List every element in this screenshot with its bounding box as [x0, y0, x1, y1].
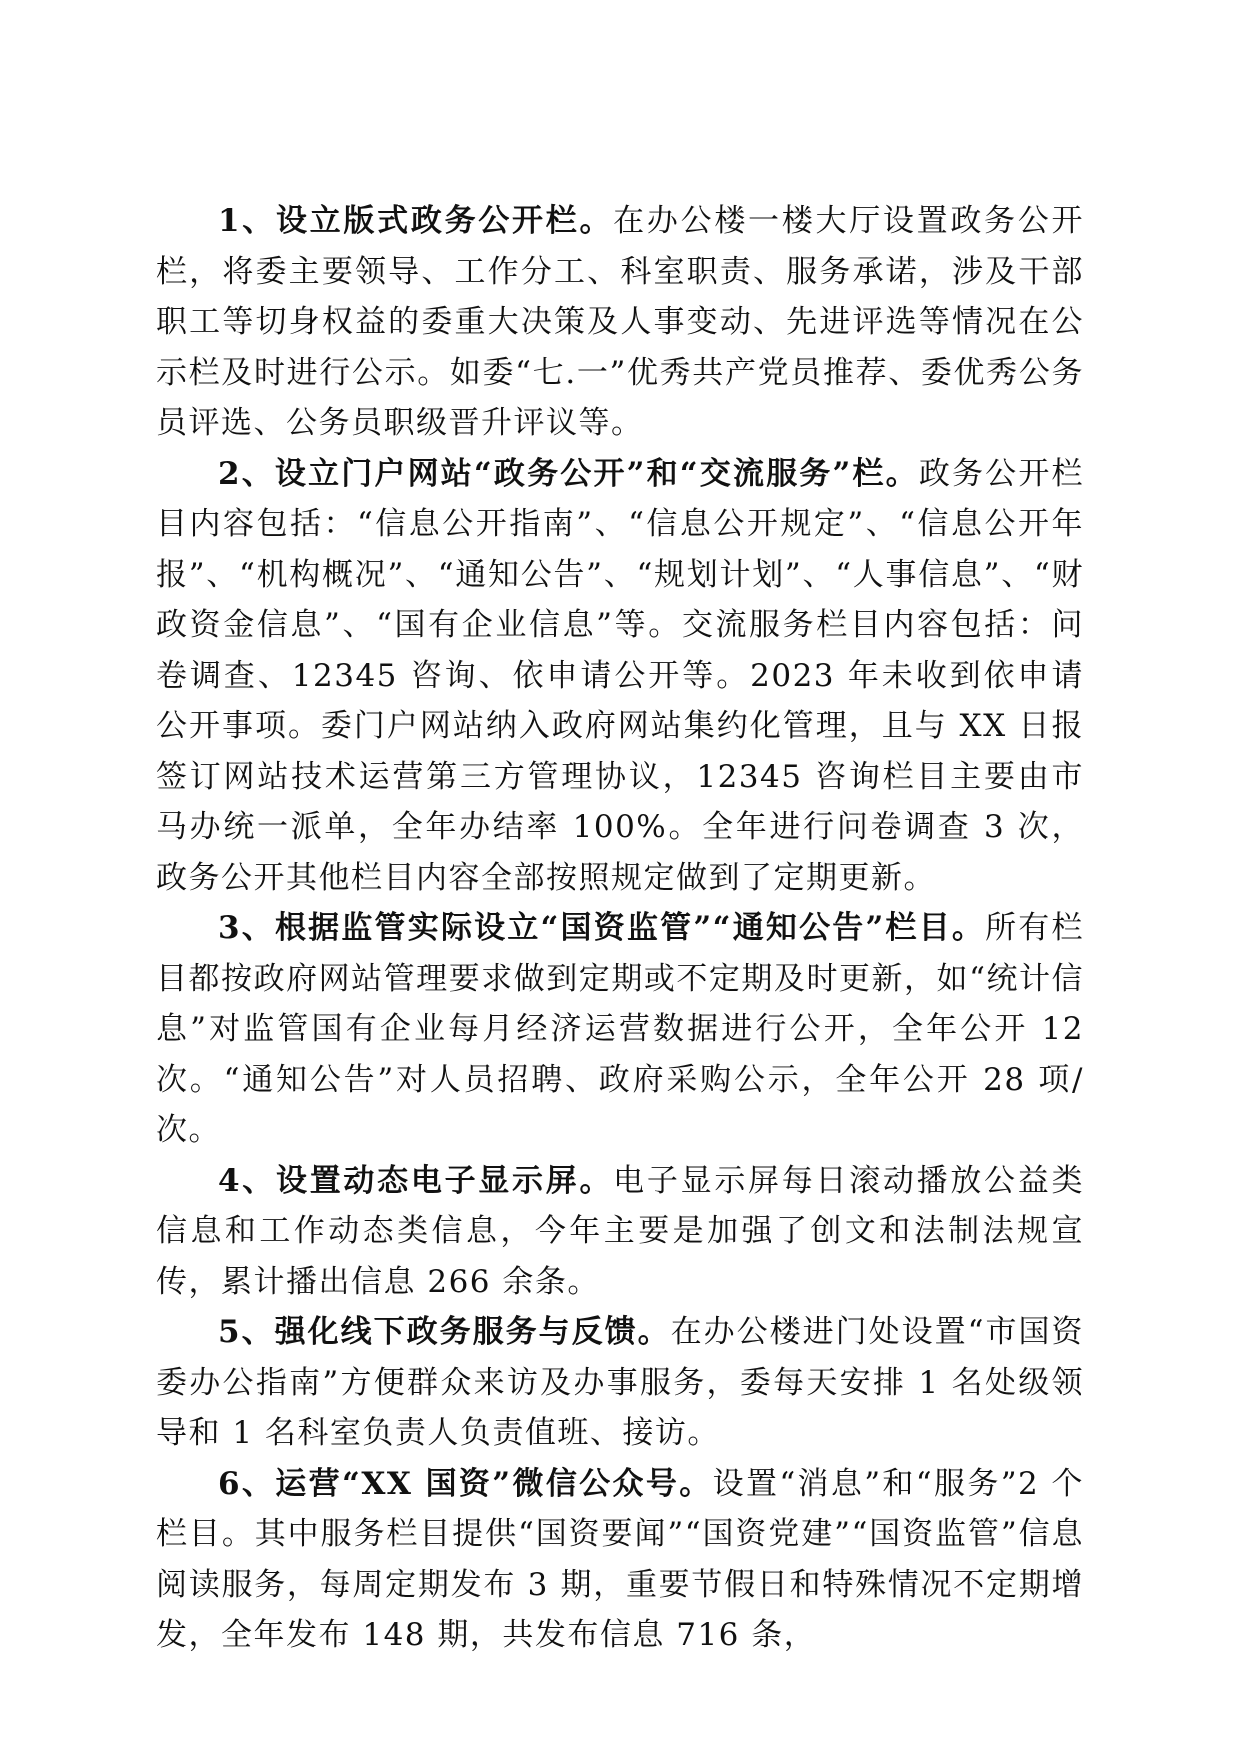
paragraph-electronic-display: [156, 1156, 1084, 1308]
paragraph-text: 电子显示屏每日滚动播放公益类信息和工作动态类信息，今年主要是加强了创文和法制法规宣传，累计播出信息 266 余条。: [156, 1162, 1084, 1300]
document-body: [156, 196, 1084, 1661]
paragraph-heading: 4、设置动态电子显示屏。: [218, 1162, 614, 1199]
paragraph-text: 设置“消息”和“服务”2 个栏目。其中服务栏目提供“国资要闻”“国资党建”“国资监管”信息阅读服务，每周定期发布 3 期，重要节假日和特殊情况不定期增发，全年发布 148 期，共发布信息 716 条，: [156, 1465, 1084, 1653]
paragraph-public-notice-board: [156, 196, 1084, 449]
paragraph-heading: 2、设立门户网站“政务公开”和“交流服务”栏。: [218, 455, 919, 492]
paragraph-text: 在办公楼进门处设置“市国资委办公指南”方便群众来访及办事服务，委每天安排 1 名处级领导和 1 名科室负责人负责值班、接访。: [156, 1314, 1084, 1451]
paragraph-heading: 1、设立版式政务公开栏。: [218, 203, 614, 239]
paragraph-text: 所有栏目都按政府网站管理要求做到定期或不定期及时更新，如“统计信息”对监管国有企业每月经济运营数据进行公开，全年公开 12 次。“通知公告”对人员招聘、政府采购公示，全年公开 28 项/次。: [156, 910, 1084, 1148]
paragraph-wechat-account: [156, 1459, 1084, 1661]
paragraph-text: 在办公楼一楼大厅设置政务公开栏，将委主要领导、工作分工、科室职责、服务承诺，涉及干部职工等切身权益的委重大决策及人事变动、先进评选等情况在公示栏及时进行公示。如委“七.一”优秀共产党员推荐、委优秀公务员评选、公务员职级晋升评议等。: [156, 203, 1084, 441]
paragraph-heading: 5、强化线下政务服务与反馈。: [218, 1314, 671, 1350]
paragraph-text: 政务公开栏目内容包括：“信息公开指南”、“信息公开规定”、“信息公开年报”、“机构概况”、“通知公告”、“规划计划”、“人事信息”、“财政资金信息”、“国有企业信息”等。交流服务栏目内容包括：问卷调查、12345 咨询、依申请公开等。2023 年未收到依申请公开事项。委门户网站纳入政府网站集约化管理，且与 XX 日报签订网站技术运营第三方管理协议，12345 咨询栏目主要由市马办统一派单，全年办结率 100%。全年进行问卷调查 3 次，政务公开其他栏目内容全部按照规定做到了定期更新。: [156, 455, 1084, 896]
paragraph-heading: 3、根据监管实际设立“国资监管”“通知公告”栏目。: [218, 910, 986, 946]
paragraph-portal-website: [156, 449, 1084, 904]
paragraph-supervision-columns: [156, 903, 1084, 1156]
paragraph-offline-service: [156, 1307, 1084, 1459]
paragraph-heading: 6、运营“XX 国资”微信公众号。: [218, 1465, 713, 1502]
